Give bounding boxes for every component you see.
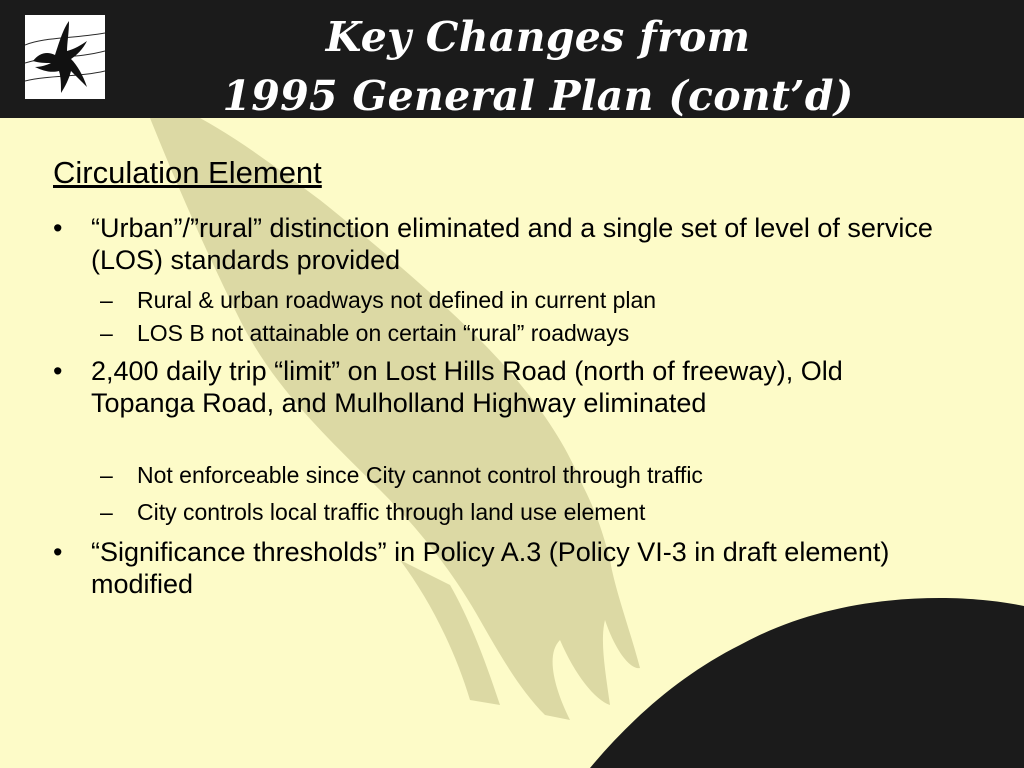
bullet-item (53, 212, 953, 276)
bullet-text: “Urban”/”rural” distinction eliminated and a single set of level of service (LOS) standards provided (91, 213, 933, 275)
bullet-marker: • (53, 537, 63, 567)
sub-bullet-text: Rural & urban roadways not defined in current plan (137, 287, 657, 313)
sub-bullet-text: LOS B not attainable on certain “rural” roadways (137, 320, 630, 346)
bullet-marker: • (53, 356, 63, 386)
title-line-1: Key Changes from (325, 13, 751, 61)
dash-marker: – (100, 462, 113, 488)
dash-marker: – (100, 287, 113, 313)
sub-bullet-text: Not enforceable since City cannot control through traffic (137, 462, 703, 488)
bullet-text: 2,400 daily trip “limit” on Lost Hills Road (north of freeway), Old Topanga Road, and Mulholland Highway eliminated (91, 356, 843, 418)
dash-marker: – (100, 499, 113, 525)
title-line-2: 1995 General Plan (cont’d) (222, 72, 854, 120)
sub-bullet-item (100, 286, 940, 314)
sub-bullet-item (100, 461, 940, 489)
sub-bullet-item (100, 498, 940, 526)
sub-bullet-text: City controls local traffic through land use element (137, 499, 646, 525)
bullet-marker: • (53, 213, 63, 243)
bullet-text: “Significance thresholds” in Policy A.3 (Policy VI-3 in draft element) modified (91, 537, 890, 599)
bullet-item (53, 355, 953, 419)
bullet-item (53, 536, 953, 600)
section-heading: Circulation Element (53, 155, 322, 190)
sub-bullet-item (100, 319, 940, 347)
dash-marker: – (100, 320, 113, 346)
